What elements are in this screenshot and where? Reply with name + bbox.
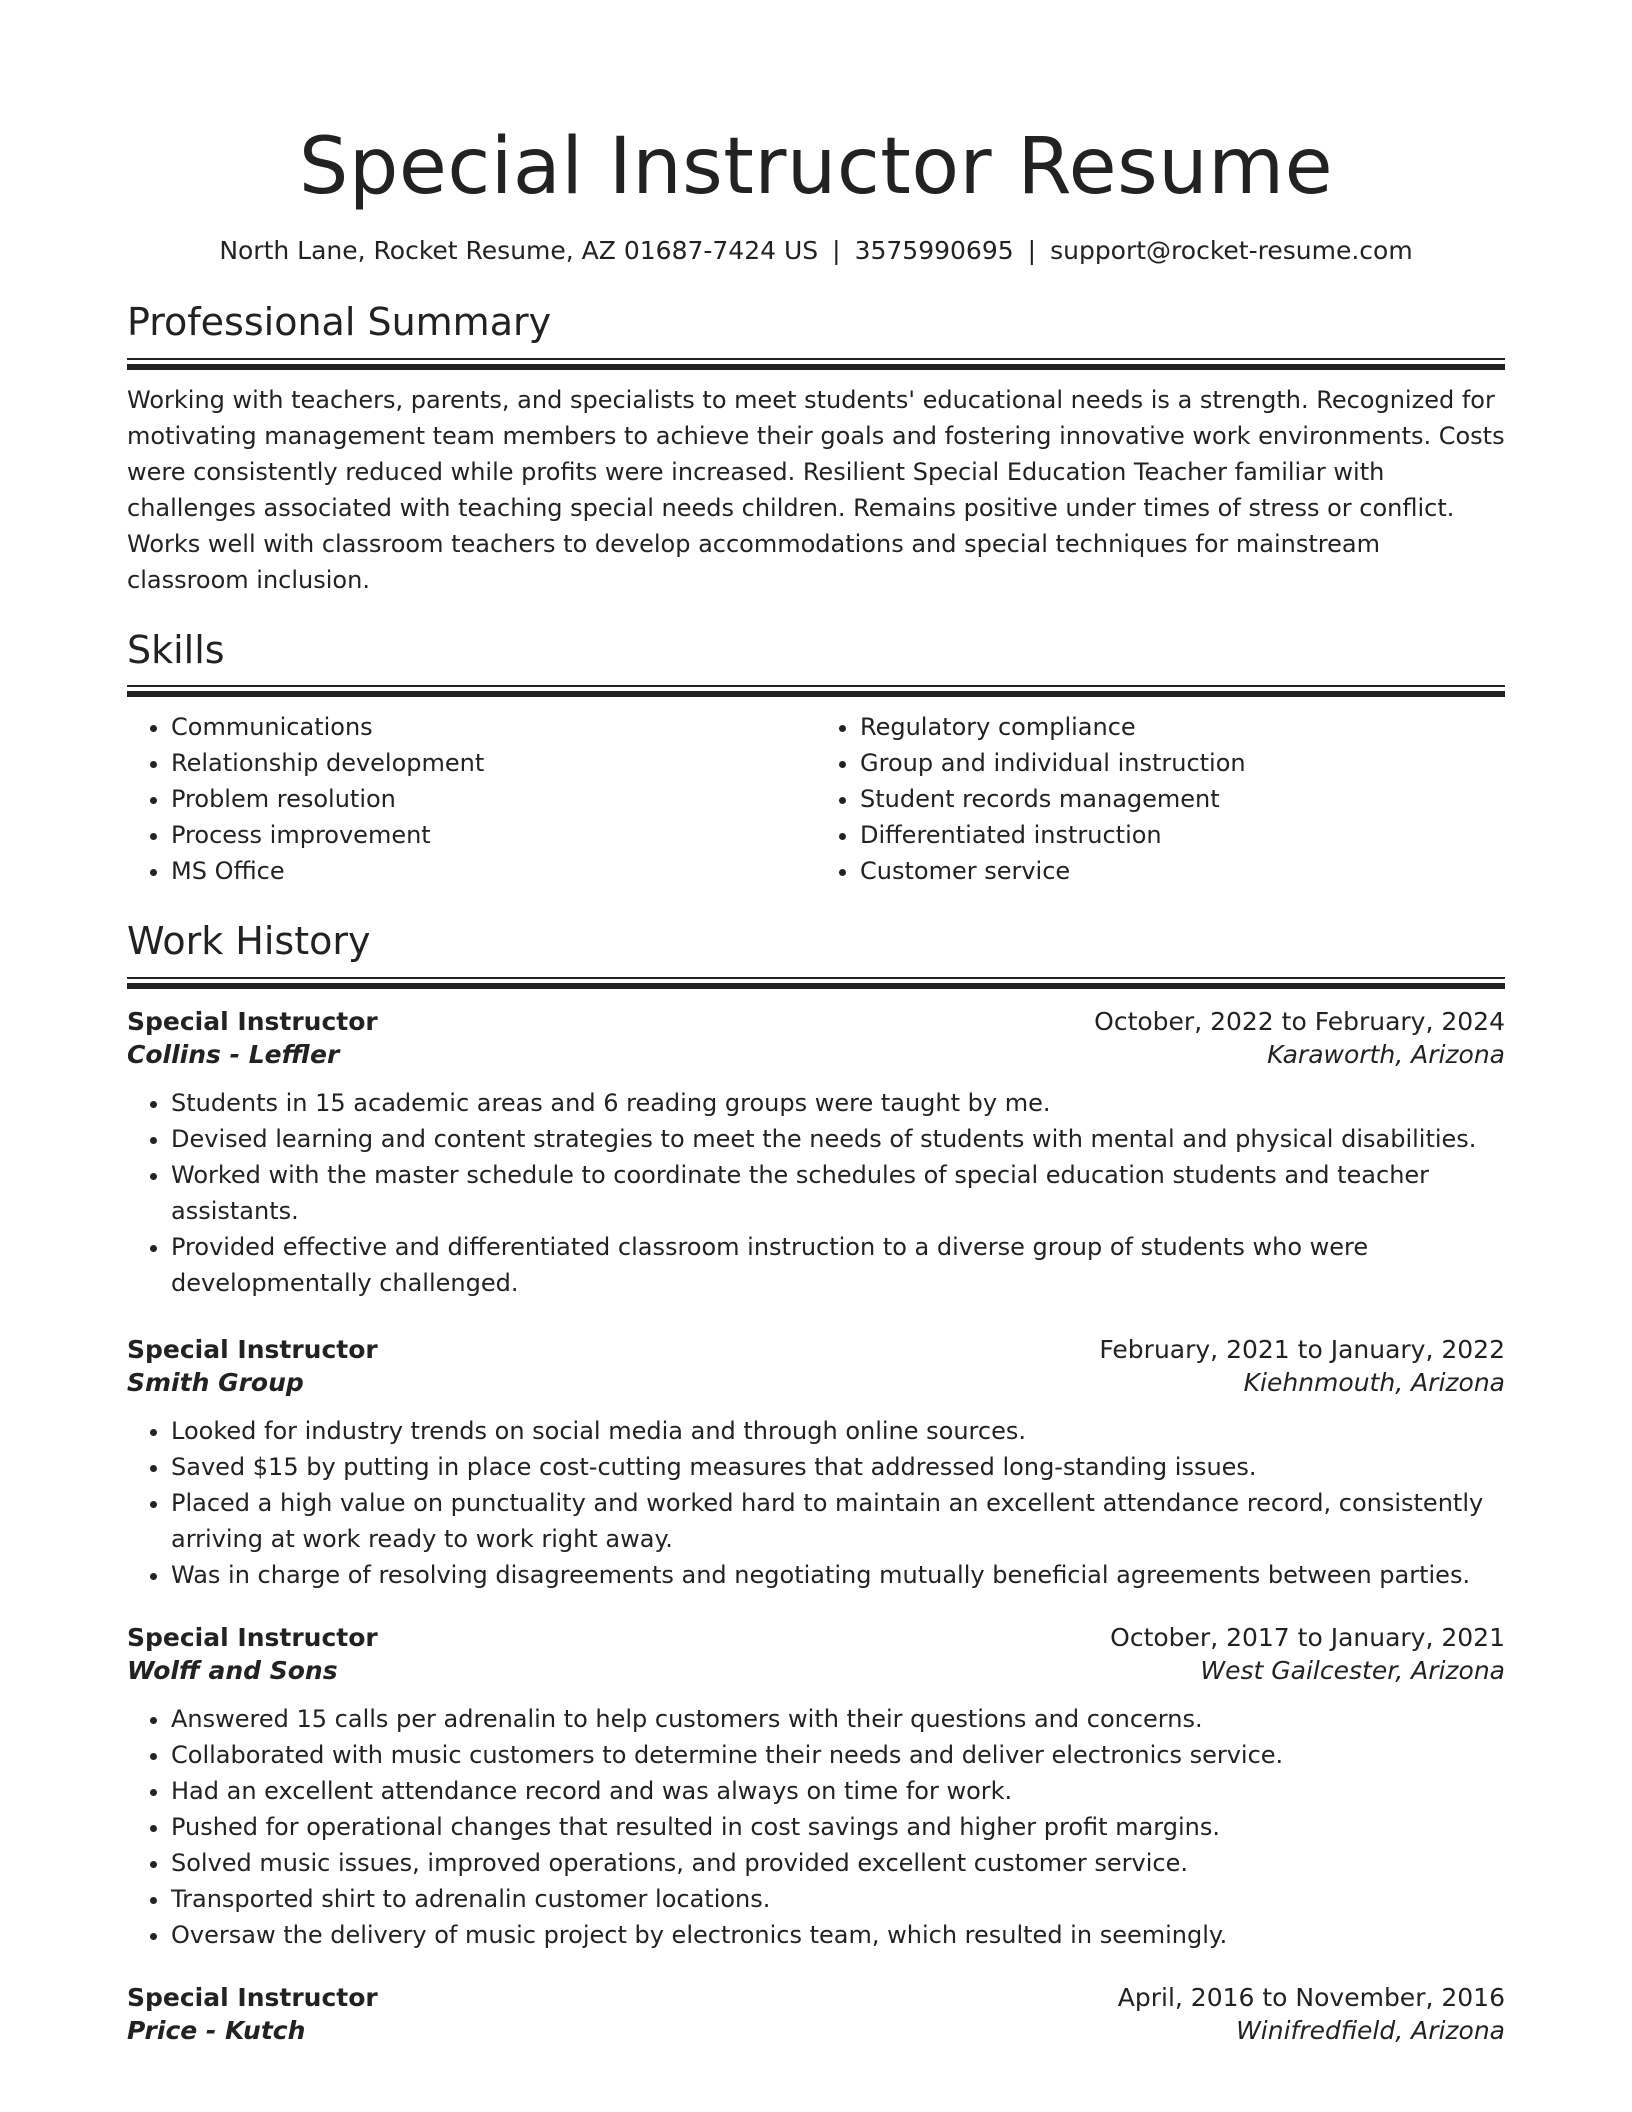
- job-dates: April, 2016 to November, 2016: [1117, 1982, 1505, 2012]
- job-bullet-list: [127, 1413, 1505, 1593]
- job-entry: [127, 1335, 1505, 1593]
- job-bullet-list: [127, 1085, 1505, 1301]
- summary-heading: Professional Summary: [127, 300, 552, 344]
- job-bullet: • Devised learning and content strategies to meet the needs of students with mental and physical disabilities.: [171, 1121, 1505, 1157]
- job-entry: [127, 1623, 1505, 1953]
- job-company: Smith Group: [127, 1367, 304, 1397]
- job-bullet: • Collaborated with music customers to determine their needs and deliver electronics service.: [171, 1737, 1505, 1773]
- job-bullet-list: [127, 1701, 1505, 1953]
- job-header: [127, 1983, 1505, 2012]
- job-subheader: [127, 1040, 1505, 1069]
- resume-title: Special Instructor Resume: [298, 122, 1334, 212]
- job-bullet: • Had an excellent attendance record and was always on time for work.: [171, 1773, 1505, 1809]
- skill-item: • Regulatory compliance: [860, 709, 1505, 745]
- job-bullet: • Saved $15 by putting in place cost-cutting measures that addressed long-standing issues.: [171, 1449, 1505, 1485]
- summary-text: Working with teachers, parents, and specialists to meet students' educational needs is a strength. Recognized for motivating management team members to achieve their goals and fostering innovative work environments. Costs were consistently reduced while profits were increased. Resilient Special Education Teacher familiar with challenges associated with teaching special needs children. Remains positive under times of stress or conflict. Works well with classroom teachers to develop accommodations and special techniques for mainstream classroom inclusion.: [127, 385, 1505, 594]
- job-subheader: [127, 2016, 1505, 2045]
- work-history-heading: Work History: [127, 919, 371, 964]
- skill-item: • Relationship development: [171, 745, 816, 781]
- job-title: Special Instructor: [127, 1334, 378, 1364]
- job-location: Karaworth, Arizona: [1267, 1039, 1505, 1069]
- job-header: [127, 1335, 1505, 1364]
- job-company: Wolff and Sons: [127, 1655, 338, 1685]
- job-entry: [127, 1983, 1505, 2045]
- skills-left-list: [127, 709, 816, 889]
- job-subheader: [127, 1368, 1505, 1397]
- job-dates: October, 2022 to February, 2024: [1094, 1006, 1505, 1036]
- section-divider: [127, 977, 1505, 989]
- section-divider: [127, 358, 1505, 370]
- skill-item: • Communications: [171, 709, 816, 745]
- job-bullet: • Students in 15 academic areas and 6 reading groups were taught by me.: [171, 1085, 1505, 1121]
- skills-section: [127, 628, 1505, 890]
- job-bullet: • Worked with the master schedule to coordinate the schedules of special education students and teacher assistants.: [171, 1157, 1505, 1229]
- skill-item: • Process improvement: [171, 817, 816, 853]
- job-bullet: • Answered 15 calls per adrenalin to help customers with their questions and concerns.: [171, 1701, 1505, 1737]
- summary-section: [127, 300, 1505, 598]
- skill-item: • Differentiated instruction: [860, 817, 1505, 853]
- skills-heading: Skills: [127, 627, 225, 672]
- skill-item: • Problem resolution: [171, 781, 816, 817]
- contact-line: [127, 236, 1505, 266]
- job-title: Special Instructor: [127, 1622, 378, 1652]
- job-bullet: • Placed a high value on punctuality and worked hard to maintain an excellent attendance record, consistently arriving at work ready to work right away.: [171, 1485, 1505, 1557]
- skill-item: • Student records management: [860, 781, 1505, 817]
- job-location: West Gailcester, Arizona: [1200, 1655, 1505, 1685]
- job-bullet: • Provided effective and differentiated classroom instruction to a diverse group of students who were developmentally challenged.: [171, 1229, 1505, 1301]
- job-company: Price - Kutch: [127, 2015, 306, 2045]
- job-bullet: • Pushed for operational changes that resulted in cost savings and higher profit margins.: [171, 1809, 1505, 1845]
- job-dates: February, 2021 to January, 2022: [1099, 1334, 1505, 1364]
- job-header: [127, 1623, 1505, 1652]
- job-company: Collins - Leffler: [127, 1039, 340, 1069]
- job-subheader: [127, 1656, 1505, 1685]
- job-title: Special Instructor: [127, 1006, 378, 1036]
- section-divider: [127, 685, 1505, 697]
- contact-address: North Lane, Rocket Resume, AZ 01687-7424 US: [219, 236, 819, 265]
- job-location: Kiehnmouth, Arizona: [1243, 1367, 1505, 1397]
- job-bullet: • Was in charge of resolving disagreements and negotiating mutually beneficial agreements between parties.: [171, 1557, 1505, 1593]
- skill-item: • MS Office: [171, 853, 816, 889]
- job-bullet: • Oversaw the delivery of music project by electronics team, which resulted in seemingly.: [171, 1917, 1505, 1953]
- contact-separator: |: [832, 236, 841, 265]
- contact-phone: 3575990695: [854, 236, 1014, 265]
- contact-email: support@rocket-resume.com: [1050, 236, 1413, 265]
- contact-separator: |: [1027, 236, 1037, 265]
- job-bullet: • Solved music issues, improved operations, and provided excellent customer service.: [171, 1845, 1505, 1881]
- job-entry: [127, 1007, 1505, 1301]
- job-title: Special Instructor: [127, 1982, 378, 2012]
- job-bullet: • Looked for industry trends on social media and through online sources.: [171, 1413, 1505, 1449]
- job-header: [127, 1007, 1505, 1036]
- skill-item: • Group and individual instruction: [860, 745, 1505, 781]
- skills-right-list: [816, 709, 1505, 889]
- job-bullet: • Transported shirt to adrenalin customer locations.: [171, 1881, 1505, 1917]
- job-dates: October, 2017 to January, 2021: [1110, 1622, 1505, 1652]
- work-history-section: [127, 919, 1505, 2045]
- skills-columns: [127, 709, 1505, 889]
- job-location: Winifredfield, Arizona: [1236, 2015, 1505, 2045]
- skill-item: • Customer service: [860, 853, 1505, 889]
